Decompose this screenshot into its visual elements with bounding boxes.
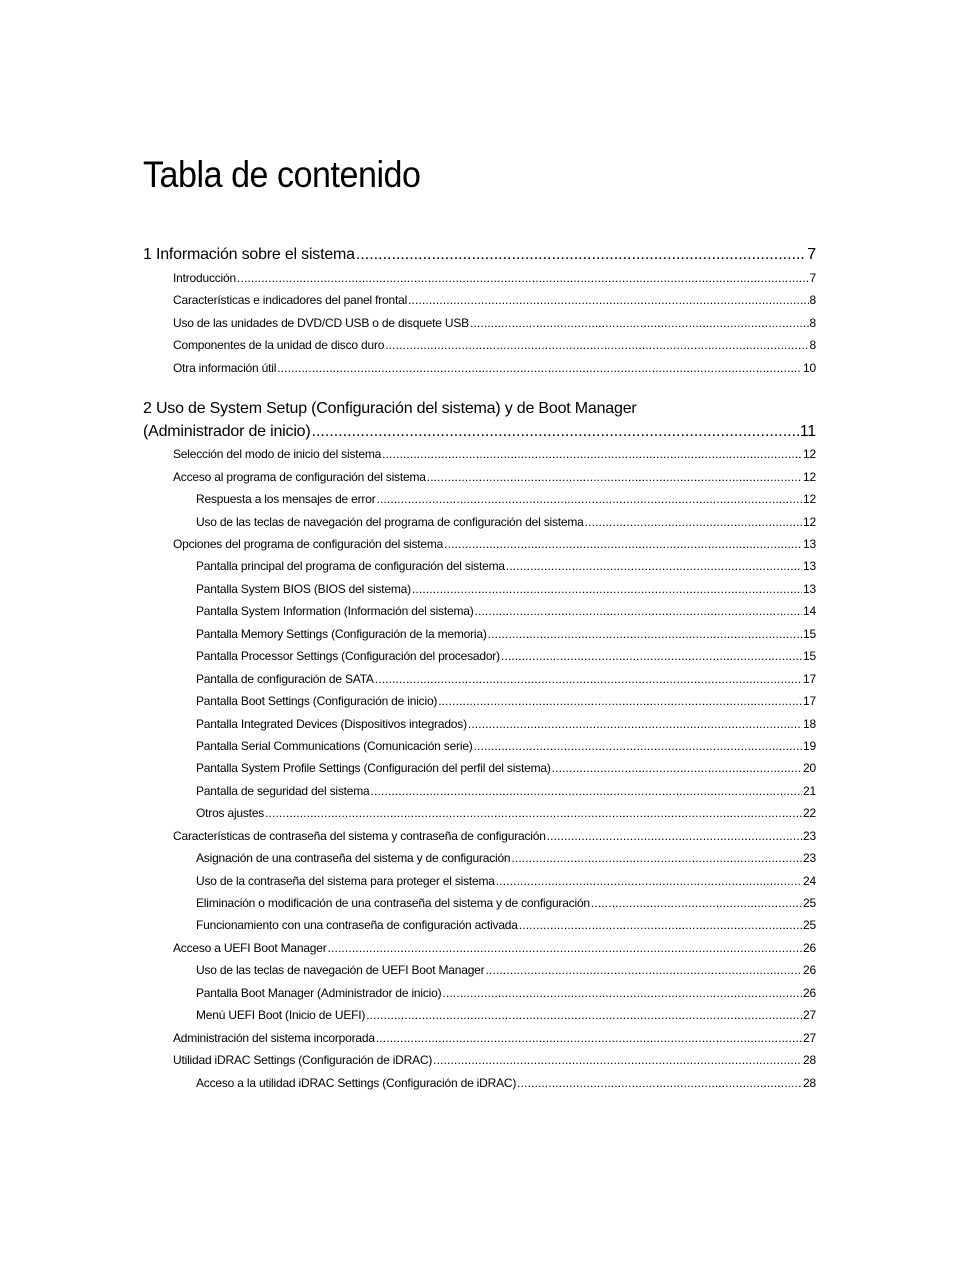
toc-dot-leader [371, 783, 803, 799]
toc-entry-title: Características de contraseña del sistema y contraseña de configuración [173, 829, 546, 843]
toc-dot-leader [427, 469, 802, 485]
toc-entry-title: Otra información útil [173, 361, 277, 375]
toc-dot-leader [375, 671, 802, 687]
toc-dot-leader [501, 648, 802, 664]
toc-entry-title: Acceso al programa de configuración del sistema [173, 470, 426, 484]
toc-entry-page: 12 [803, 492, 816, 506]
toc-entry-page: 8 [809, 338, 816, 352]
toc-dot-leader [506, 558, 802, 574]
toc-dot-leader [356, 244, 806, 266]
toc-entry[interactable] [173, 828, 816, 844]
toc-entry-page: 8 [809, 293, 816, 307]
toc-entry-page: 17 [803, 672, 816, 686]
toc-chapter-title: 2 Uso de System Setup (Configuración del sistema) y de Boot Manager [143, 400, 637, 417]
toc-dot-leader [511, 850, 802, 866]
toc-dot-leader [585, 514, 802, 530]
toc-dot-leader [444, 536, 802, 552]
toc-entry-title: Pantalla System BIOS (BIOS del sistema) [196, 582, 411, 596]
toc-entry[interactable] [196, 581, 816, 597]
toc-dot-leader [433, 1052, 802, 1068]
toc-entry[interactable] [196, 962, 816, 978]
toc-entry[interactable] [196, 850, 816, 866]
toc-entry-page: 20 [803, 761, 816, 775]
toc-entry-title: Pantalla System Information (Información del sistema) [196, 604, 474, 618]
toc-entry-title: Uso de la contraseña del sistema para proteger el sistema [196, 874, 495, 888]
toc-dot-leader [474, 738, 802, 754]
toc-dot-leader [442, 985, 802, 1001]
toc-entry-title: Pantalla Memory Settings (Configuración de la memoria) [196, 627, 487, 641]
toc-entry-page: 7 [809, 271, 816, 285]
toc-dot-leader [312, 421, 799, 443]
toc-entry-title: Acceso a UEFI Boot Manager [173, 941, 327, 955]
toc-entry[interactable] [173, 446, 816, 462]
toc-entry[interactable] [196, 514, 816, 530]
toc-entry-page: 27 [803, 1031, 816, 1045]
toc-entry-title: Pantalla Serial Communications (Comunicación serie) [196, 739, 473, 753]
toc-dot-leader [547, 828, 802, 844]
toc-entry-page: 15 [803, 649, 816, 663]
toc-entry-title: Pantalla System Profile Settings (Configuración del perfil del sistema) [196, 761, 551, 775]
toc-chapter-title-continued: (Administrador de inicio) [143, 423, 311, 440]
toc-entry-title: Administración del sistema incorporada [173, 1031, 375, 1045]
toc-dot-leader [412, 581, 802, 597]
toc-dot-leader [366, 1007, 802, 1023]
toc-entry[interactable] [196, 760, 816, 776]
toc-entry-page: 27 [803, 1008, 816, 1022]
toc-entry-page: 17 [803, 694, 816, 708]
toc-entry-title: Acceso a la utilidad iDRAC Settings (Configuración de iDRAC) [196, 1076, 517, 1090]
toc-dot-leader [470, 315, 809, 331]
toc-entry[interactable] [196, 491, 816, 507]
toc-entry-page: 26 [803, 941, 816, 955]
toc-dot-leader [552, 760, 802, 776]
toc-dot-leader [377, 491, 803, 507]
toc-entry-title: Eliminación o modificación de una contraseña del sistema y de configuración [196, 896, 590, 910]
toc-entry-page: 25 [803, 896, 816, 910]
toc-entry-page: 28 [803, 1076, 816, 1090]
toc-entry[interactable] [196, 805, 816, 821]
toc-dot-leader [328, 940, 803, 956]
toc-chapter-2[interactable] [143, 398, 816, 443]
toc-entry-page: 26 [803, 986, 816, 1000]
toc-entry-page: 18 [803, 717, 816, 731]
toc-entry-title: Componentes de la unidad de disco duro [173, 338, 385, 352]
toc-entry-title: Pantalla de seguridad del sistema [196, 784, 370, 798]
toc-entry-title: Pantalla Integrated Devices (Dispositivos integrados) [196, 717, 467, 731]
toc-entry-title: Otros ajustes [196, 806, 265, 820]
toc-entry[interactable] [196, 783, 816, 799]
toc-entry[interactable] [173, 1052, 816, 1068]
toc-entry-page: 13 [803, 537, 816, 551]
toc-entry[interactable] [173, 1030, 816, 1046]
toc-entry[interactable] [196, 895, 816, 911]
toc-entry-title: Respuesta a los mensajes de error [196, 492, 376, 506]
toc-entry-title: Opciones del programa de configuración del sistema [173, 537, 444, 551]
toc-entry[interactable] [173, 292, 816, 308]
toc-dot-leader [438, 693, 802, 709]
toc-dot-leader [376, 1030, 802, 1046]
toc-entry-page: 15 [803, 627, 816, 641]
toc-entry-page: 14 [803, 604, 816, 618]
toc-entry-page: 10 [803, 361, 816, 375]
toc-dot-leader [385, 337, 808, 353]
toc-entry-title: Uso de las teclas de navegación del programa de configuración del sistema [196, 515, 584, 529]
toc-dot-leader [382, 446, 802, 462]
toc-entry[interactable] [196, 716, 816, 732]
toc-entry[interactable] [196, 738, 816, 754]
toc-entry[interactable] [196, 1007, 816, 1023]
toc-entry-title: Pantalla Boot Manager (Administrador de inicio) [196, 986, 442, 1000]
toc-entry[interactable] [173, 469, 816, 485]
toc-entry-page: 13 [803, 559, 816, 573]
toc-entry-page: 19 [803, 739, 816, 753]
toc-entry-title: Pantalla de configuración de SATA [196, 672, 374, 686]
toc-entry-title: Pantalla Boot Settings (Configuración de inicio) [196, 694, 438, 708]
toc-dot-leader [265, 805, 802, 821]
toc-dot-leader [237, 270, 809, 286]
toc-entry-page: 13 [803, 582, 816, 596]
toc-entry-page: 26 [803, 963, 816, 977]
toc-chapter-page: 7 [807, 246, 816, 263]
toc-entry-page: 24 [803, 874, 816, 888]
toc-entry-title: Introducción [173, 271, 236, 285]
toc-entry[interactable] [173, 315, 816, 331]
toc-entry-title: Características e indicadores del panel frontal [173, 293, 408, 307]
page-title: Tabla de contenido [143, 154, 421, 195]
toc-entry[interactable] [196, 671, 816, 687]
toc-entry-title: Selección del modo de inicio del sistema [173, 447, 382, 461]
toc-entry[interactable] [196, 985, 816, 1001]
toc-entry-title: Uso de las unidades de DVD/CD USB o de disquete USB [173, 316, 469, 330]
toc-dot-leader [591, 895, 802, 911]
toc-entry[interactable] [173, 536, 816, 552]
toc-dot-leader [468, 716, 802, 732]
toc-entry[interactable] [196, 626, 816, 642]
toc-entry[interactable] [196, 873, 816, 889]
toc-entry-page: 25 [803, 918, 816, 932]
toc-dot-leader [496, 873, 802, 889]
toc-entry[interactable] [196, 693, 816, 709]
toc-chapter-page: 11 [799, 423, 816, 440]
toc-dot-leader [488, 626, 802, 642]
toc-entry-page: 21 [803, 784, 816, 798]
toc-entry[interactable] [196, 917, 816, 933]
toc-entry-title: Menú UEFI Boot (Inicio de UEFI) [196, 1008, 366, 1022]
toc-entry[interactable] [196, 648, 816, 664]
toc-entry-page: 23 [803, 829, 816, 843]
toc-entry-title: Funcionamiento con una contraseña de configuración activada [196, 918, 518, 932]
toc-entry-title: Uso de las teclas de navegación de UEFI Boot Manager [196, 963, 485, 977]
toc-entry-page: 12 [803, 515, 816, 529]
toc-entry[interactable] [173, 360, 816, 376]
toc-dot-leader [517, 1075, 802, 1091]
toc-chapter-1[interactable] [143, 244, 816, 266]
toc-entry-title: Utilidad iDRAC Settings (Configuración de iDRAC) [173, 1053, 433, 1067]
toc-entry-title: Pantalla Processor Settings (Configuración del procesador) [196, 649, 500, 663]
toc-dot-leader [475, 603, 803, 619]
toc-entry[interactable] [196, 603, 816, 619]
toc-entry-page: 8 [809, 316, 816, 330]
toc-entry-page: 12 [803, 470, 816, 484]
toc-dot-leader [519, 917, 802, 933]
toc-chapter-title: 1 Información sobre el sistema [143, 246, 355, 263]
toc-entry-page: 12 [803, 447, 816, 461]
toc-entry[interactable] [173, 940, 816, 956]
toc-entry[interactable] [196, 1075, 816, 1091]
toc-entry-title: Asignación de una contraseña del sistema y de configuración [196, 851, 511, 865]
toc-entry-page: 22 [803, 806, 816, 820]
toc-entry-title: Pantalla principal del programa de configuración del sistema [196, 559, 505, 573]
toc-entry-page: 23 [803, 851, 816, 865]
toc-dot-leader [408, 292, 808, 308]
toc-dot-leader [277, 360, 802, 376]
toc-entry-page: 28 [803, 1053, 816, 1067]
toc-entry[interactable] [196, 558, 816, 574]
toc-entry[interactable] [173, 270, 816, 286]
toc-dot-leader [485, 962, 802, 978]
toc-entry[interactable] [173, 337, 816, 353]
